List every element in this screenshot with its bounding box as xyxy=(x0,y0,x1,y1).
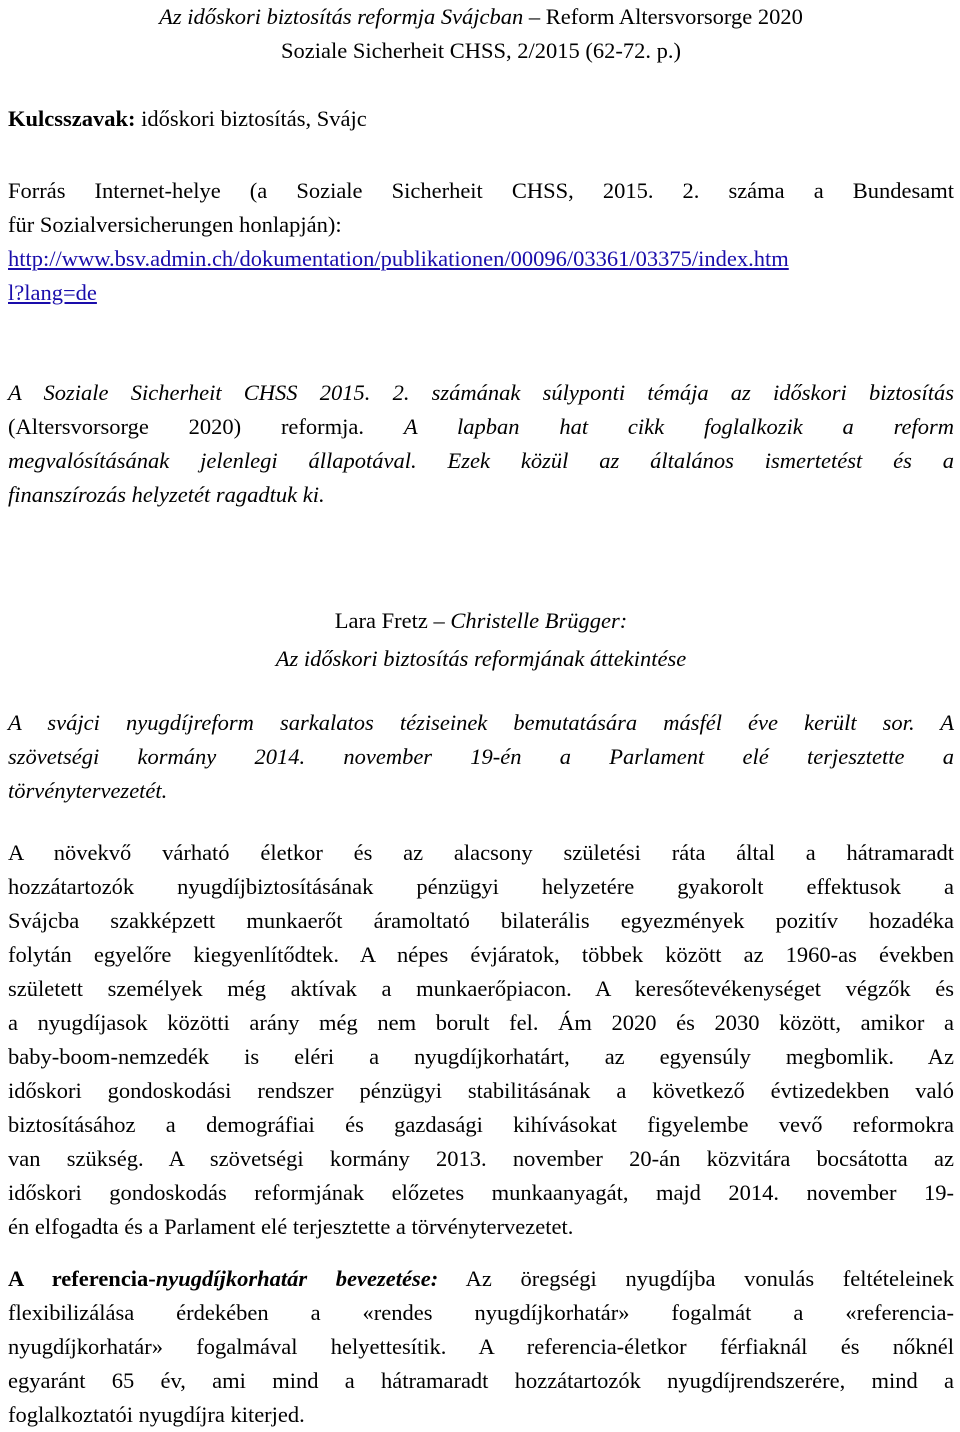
lead-line-2: szövetségi kormány 2014. november 19-én a Parlament elé terjesztette a xyxy=(8,744,954,769)
intro-line-4: finanszírozás helyzetét ragadtuk ki. xyxy=(8,482,325,507)
lead-line-3: törvénytervezetét. xyxy=(8,778,168,803)
source-line-1: Forrás Internet-helye (a Soziale Sicherheit CHSS, 2015. 2. száma a Bundesamt xyxy=(8,178,954,203)
header-german-title: Reform Altersvorsorge 2020 xyxy=(545,4,803,29)
source-url-part-1[interactable]: http://www.bsv.admin.ch/dokumentation/publikationen/00096/03361/03375/index.htm xyxy=(8,246,789,271)
article-author-1: Lara Fretz – xyxy=(334,608,451,633)
header-dash: – xyxy=(523,4,546,29)
intro-line-1: A Soziale Sicherheit CHSS 2015. 2. számának súlyponti témája az időskori biztosítás xyxy=(8,380,954,405)
keywords-label: Kulcsszavak: xyxy=(8,106,136,131)
body-line: nyugdíjkorhatár» fogalmával helyettesítik. A referencia-életkor férfiaknál és nőknél xyxy=(8,1334,954,1359)
body-line: foglalkoztatói nyugdíjra kiterjed. xyxy=(8,1402,305,1427)
body-line: hozzátartozók nyugdíjbiztosításának pénzügyi helyzetére gyakorolt effektusok a xyxy=(8,874,954,899)
intro-line-3-b: Ezek közül az általános ismertetést és a xyxy=(447,448,954,473)
intro-line-3 xyxy=(8,444,954,478)
body-line: a nyugdíjasok közötti arány még nem borult fel. Ám 2020 és 2030 között, amikor a xyxy=(8,1010,954,1035)
body-line: időskori gondoskodás reformjának előzetes munkaanyagát, majd 2014. november 19- xyxy=(8,1180,954,1205)
body-p2-line-1 xyxy=(8,1262,954,1296)
source-line-2: für Sozialversicherungen honlapján): xyxy=(8,212,342,237)
document-header xyxy=(8,0,954,68)
body-line: A növekvő várható életkor és az alacsony születési ráta által a hátramaradt xyxy=(8,840,954,865)
header-line-1 xyxy=(8,0,954,34)
source-url-part-2[interactable]: l?lang=de xyxy=(8,280,97,305)
body-line: folytán egyelőre kiegyenlítődtek. A népes évjáratok, többek között az 1960-as években xyxy=(8,942,954,967)
article-author-2: Christelle Brügger: xyxy=(450,608,628,633)
body-line: van szükség. A szövetségi kormány 2013. november 20-án közvitára bocsátotta az xyxy=(8,1146,954,1171)
intro-line-2-a: (Altersvorsorge 2020) reformja. xyxy=(8,414,404,439)
intro-section xyxy=(8,376,954,512)
body-line: időskori gondoskodási rendszer pénzügyi stabilitásának a következő évtizedekben való xyxy=(8,1078,954,1103)
lead-line-1: A svájci nyugdíjreform sarkalatos téziseinek bemutatására másfél éve került sor. A xyxy=(8,710,954,735)
body-line: én elfogadta és a Parlament elé terjesztette a törvénytervezetet. xyxy=(8,1214,574,1239)
keywords-value: időskori biztosítás, Svájc xyxy=(135,106,367,131)
article-heading xyxy=(8,604,954,676)
intro-line-3-a: megvalósításának jelenlegi állapotával. xyxy=(8,448,448,473)
body-line: biztosításához a demográfiai és gazdasági kihívásokat figyelembe vevő reformokra xyxy=(8,1112,954,1137)
source-section xyxy=(8,174,954,310)
article-title: Az időskori biztosítás reformjának áttekintése xyxy=(275,646,687,671)
p2-heading-bold-italic: nyugdíjkorhatár bevezetése: xyxy=(155,1266,439,1291)
keywords xyxy=(8,102,954,136)
article-authors xyxy=(8,604,954,638)
intro-line-2 xyxy=(8,410,954,444)
p2-heading-bold: A referencia- xyxy=(8,1266,156,1291)
body-paragraph-1 xyxy=(8,836,954,1244)
body-paragraph-2 xyxy=(8,1262,954,1432)
body-line: Svájcba szakképzett munkaerőt áramoltató bilaterális egyezmények pozitív hozadéka xyxy=(8,908,954,933)
body-line: egyaránt 65 év, ami mind a hátramaradt hozzátartozók nyugdíjrendszerére, mind a xyxy=(8,1368,954,1393)
header-hungarian-title: Az időskori biztosítás reformja Svájcban xyxy=(159,4,524,29)
p2-line-1-rest: Az öregségi nyugdíjba vonulás feltételeinek xyxy=(438,1266,954,1291)
header-source-citation: Soziale Sicherheit CHSS, 2/2015 (62-72. p.) xyxy=(281,38,681,63)
body-line: flexibilizálása érdekében a «rendes nyugdíjkorhatár» fogalmát a «referencia- xyxy=(8,1300,954,1325)
body-line: baby-boom-nemzedék is eléri a nyugdíjkorhatárt, az egyensúly megbomlik. Az xyxy=(8,1044,954,1069)
article-lead xyxy=(8,706,954,808)
body-line: született személyek még aktívak a munkaerőpiacon. A keresőtevékenységet végzők és xyxy=(8,976,954,1001)
intro-line-2-b: A lapban hat cikk foglalkozik a reform xyxy=(403,414,955,439)
keywords-line xyxy=(8,102,954,136)
